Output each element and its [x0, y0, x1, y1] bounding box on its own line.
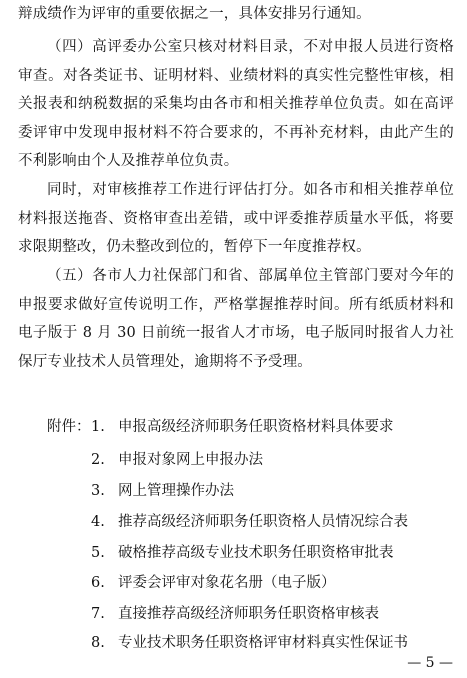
continued-paragraph: 辩成绩作为评审的重要依据之一，具体安排另行通知。: [18, 6, 371, 22]
attachment-number: 3.: [91, 483, 105, 499]
attachment-item: 推荐高级经济师职务任职资格人员情况综合表: [118, 514, 408, 530]
attachment-item: 网上管理操作办法: [118, 483, 234, 499]
paragraph-tongshi: 同时，对审核推荐工作进行评估打分。如各市和相关推荐单位材料报送拖沓、资格审查出差错，或中评委推荐质量水平低，将要求限期整改，仍未整改到位的，暂停下一年度推荐权。: [18, 182, 454, 255]
attachment-number: 6.: [91, 575, 105, 591]
attachment-number: 4.: [91, 514, 105, 530]
attachment-item: 评委会评审对象花名册（电子版）: [118, 575, 336, 591]
attachment-number: 7.: [91, 606, 105, 622]
page-number: — 5 —: [407, 655, 453, 671]
attachment-label: 附件：: [47, 419, 91, 435]
attachment-number: 5.: [91, 545, 105, 561]
attachment-number: 1.: [91, 419, 105, 435]
attachment-item: 专业技术职务任职资格评审材料真实性保证书: [118, 635, 408, 651]
attachment-number: 8.: [91, 635, 105, 651]
paragraph-item-5: （五）各市人力社保部门和省、部属单位主管部门要对今年的申报要求做好宣传说明工作，严格掌握推荐时间。所有纸质材料和电子版于 8 月 30 日前统一报省人才市场，电子版同时报省人力社保厅专业技术人员管理处，逾期将不予受理。: [18, 268, 454, 370]
attachment-item: 破格推荐高级专业技术职务任职资格审批表: [118, 545, 394, 561]
paragraph-item-4: （四）高评委办公室只核对材料目录，不对申报人员进行资格审查。对各类证书、证明材料、业绩材料的真实性完整性审核，相关报表和纳税数据的采集均由各市和相关推荐单位负责。如在高评委评审中发现申报材料不符合要求的，不再补充材料，由此产生的不利影响由个人及推荐单位负责。: [18, 39, 454, 169]
attachment-item: 申报高级经济师职务任职资格材料具体要求: [118, 419, 394, 435]
attachment-item: 申报对象网上申报办法: [118, 452, 263, 468]
attachment-item: 直接推荐高级经济师职务任职资格审核表: [118, 606, 379, 622]
attachment-number: 2.: [91, 452, 105, 468]
